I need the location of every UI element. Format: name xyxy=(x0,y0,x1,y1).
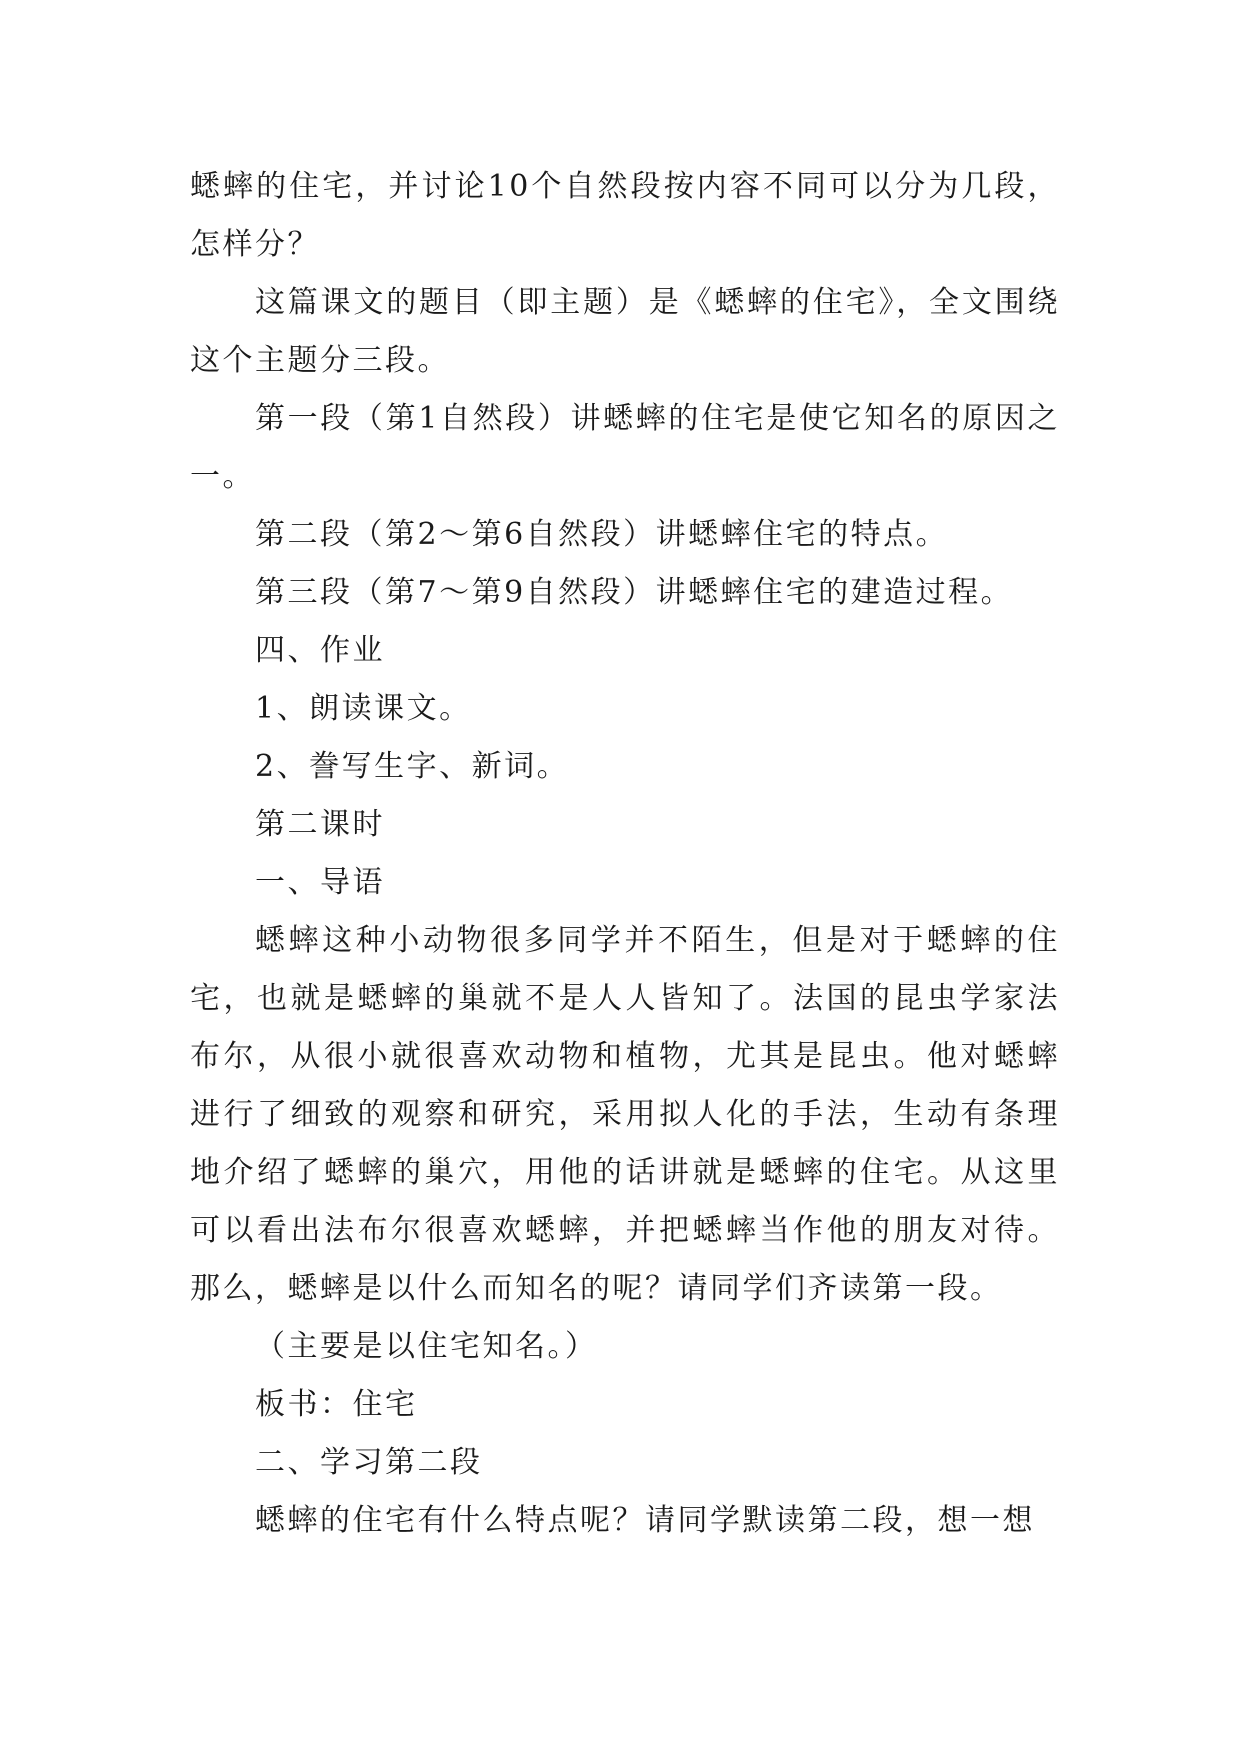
section-heading-part-two: 二、学习第二段 xyxy=(255,1445,483,1480)
paragraph-board: 板书：住宅 xyxy=(255,1387,418,1422)
paragraph-3: 第一段（第1自然段）讲蟋蟀的住宅是使它知名的原因之一。 xyxy=(190,401,1060,494)
paragraph-2: 这篇课文的题目（即主题）是《蟋蟀的住宅》，全文围绕这个主题分三段。 xyxy=(190,285,1060,378)
section-heading-homework: 四、作业 xyxy=(255,633,385,668)
list-item-2: 2、誊写生字、新词。 xyxy=(255,749,570,784)
paragraph-4: 第二段（第2～第6自然段）讲蟋蟀住宅的特点。 xyxy=(255,517,949,552)
section-heading-intro: 一、导语 xyxy=(255,865,385,900)
document-body xyxy=(190,158,1060,1550)
paragraph-answer: （主要是以住宅知名。） xyxy=(255,1329,598,1364)
paragraph-last: 蟋蟀的住宅有什么特点呢？请同学默读第二段，想一想 xyxy=(255,1503,1035,1538)
paragraph-intro: 蟋蟀这种小动物很多同学并不陌生，但是对于蟋蟀的住宅，也就是蟋蟀的巢就不是人人皆知了。法国的昆虫学家法布尔，从很小就很喜欢动物和植物，尤其是昆虫。他对蟋蟀进行了细致的观察和研究，采用拟人化的手法，生动有条理地介绍了蟋蟀的巢穴，用他的话讲就是蟋蟀的住宅。从这里可以看出法布尔很喜欢蟋蟀，并把蟋蟀当作他的朋友对待。那么，蟋蟀是以什么而知名的呢？请同学们齐读第一段。 xyxy=(190,923,1060,1306)
list-item-1: 1、朗读课文。 xyxy=(255,691,472,726)
lesson-heading: 第二课时 xyxy=(255,807,385,842)
paragraph-5: 第三段（第7～第9自然段）讲蟋蟀住宅的建造过程。 xyxy=(255,575,1014,610)
paragraph-1: 蟋蟀的住宅，并讨论10个自然段按内容不同可以分为几段，怎样分？ xyxy=(190,169,1060,262)
